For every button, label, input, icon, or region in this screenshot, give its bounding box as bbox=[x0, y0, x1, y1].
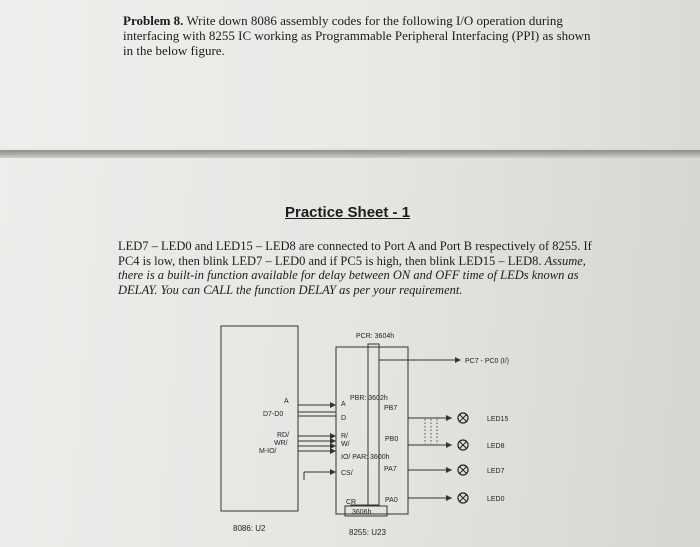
cpu-wr-label: WR/ bbox=[274, 440, 288, 447]
cpu-mio-label: M-IO/ bbox=[259, 448, 277, 455]
ppi-a-label: A bbox=[341, 401, 346, 408]
practice-title: Practice Sheet - 1 bbox=[285, 204, 411, 221]
led15-indicator bbox=[458, 413, 468, 423]
led15-label: LED15 bbox=[487, 416, 509, 423]
led7-label: LED7 bbox=[487, 468, 505, 475]
par-label: IO/ PAR: 3600h bbox=[341, 454, 390, 461]
problem-heading: Problem 8. bbox=[123, 13, 184, 28]
led8-label: LED8 bbox=[487, 443, 505, 450]
practice-para-italic: Assume, there is a built-in function available for delay between ON and OFF time of LEDs known as DELAY. You can CALL the function DELAY as per your requirement. bbox=[118, 253, 586, 297]
practice-para-plain: LED7 – LED0 and LED15 – LED8 are connected to Port A and Port B respectively of 8255. If PC4 is low, then blink LED7 – LED0 and if PC5 is high, then blink LED15 – LED8. bbox=[118, 239, 592, 268]
led7-indicator bbox=[458, 465, 468, 475]
ppi-d-label: D bbox=[341, 415, 347, 422]
pb0-label: PB0 bbox=[385, 436, 399, 443]
cr-address: 3606h bbox=[352, 509, 372, 516]
cpu-8086-block bbox=[221, 326, 298, 511]
cpu-d-label: D7-D0 bbox=[263, 411, 284, 418]
pa0-label: PA0 bbox=[385, 497, 398, 504]
ppi-w-label: W/ bbox=[341, 441, 350, 448]
led8-indicator bbox=[458, 440, 468, 450]
pa7-label: PA7 bbox=[384, 466, 397, 473]
pb7-label: PB7 bbox=[384, 405, 398, 412]
ppi-cs-label: CS/ bbox=[341, 470, 353, 477]
pcr-label: PCR: 3604h bbox=[356, 333, 395, 340]
cpu-a-label: A bbox=[284, 398, 289, 405]
pbr-label: PBR: 3602h bbox=[350, 395, 388, 402]
ppi-register-bar bbox=[368, 344, 379, 505]
problem-body: Write down 8086 assembly codes for the following I/O operation during interfacing with 8255 IC working as Programmable Peripheral Interfacing (PPI) as shown in the below figure. bbox=[123, 13, 591, 58]
address-bus-arrowhead bbox=[330, 402, 336, 408]
led0-indicator bbox=[458, 493, 468, 503]
cpu-rd-label: RD/ bbox=[277, 432, 290, 439]
ppi-8255-block bbox=[336, 347, 408, 514]
cpu-chip-label: 8086: U2 bbox=[233, 524, 266, 533]
ppi-chip-label: 8255: U23 bbox=[349, 528, 386, 537]
pc-label: PC7 - PC0 (I/) bbox=[465, 358, 509, 365]
ppi-r-label: R/ bbox=[341, 433, 348, 440]
led0-label: LED0 bbox=[487, 496, 505, 503]
cr-label: CR bbox=[346, 499, 357, 506]
pc-port-arrowhead bbox=[455, 357, 461, 363]
